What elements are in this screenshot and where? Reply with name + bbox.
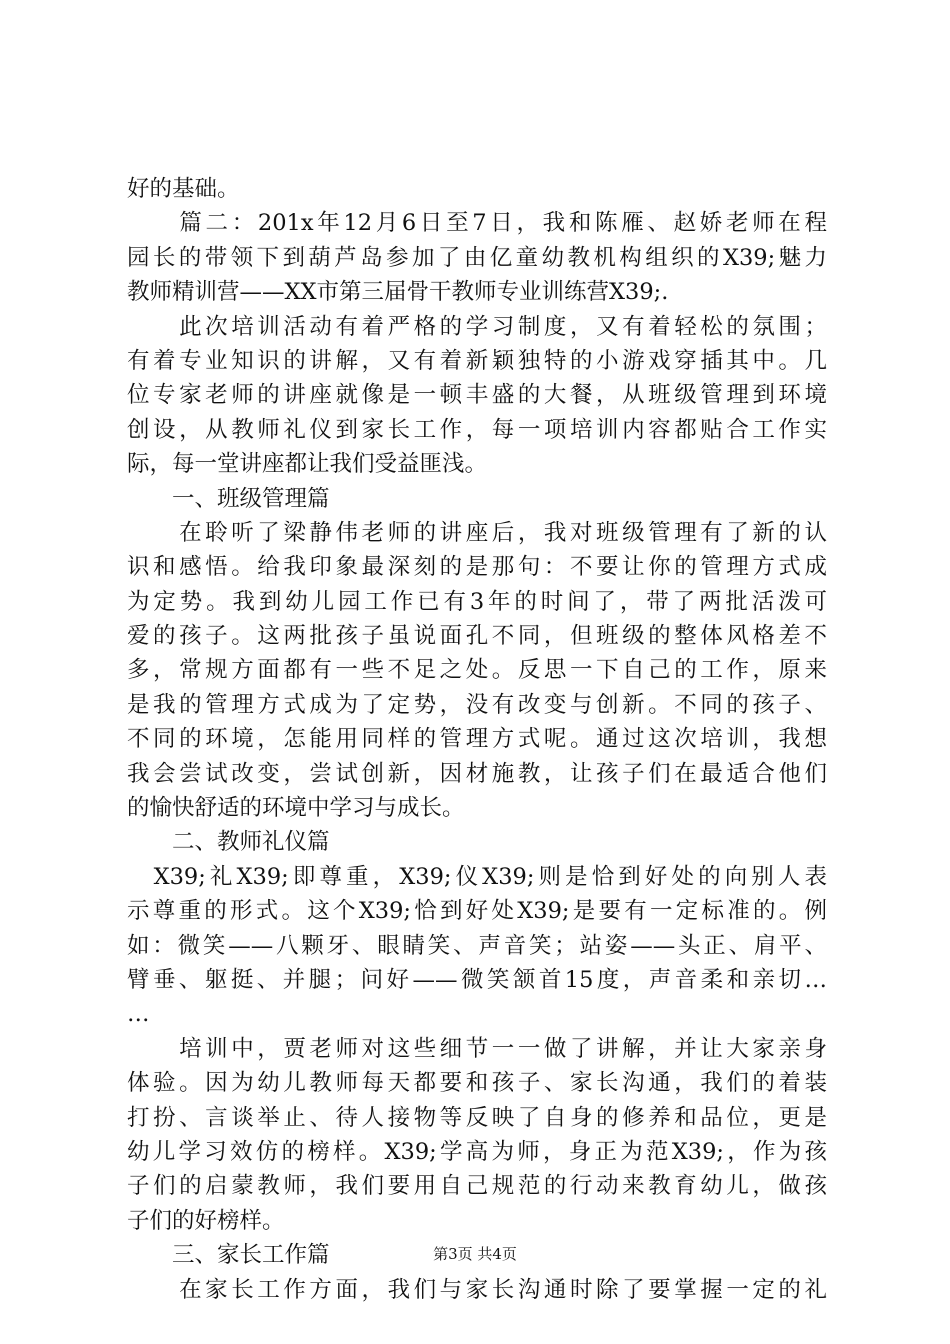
text-line: 如：微笑——八颗牙、眼睛笑、声音笑；站姿——头正、肩平、 bbox=[127, 932, 827, 959]
text-line: 示尊重的形式。这个X39;恰到好处X39;是要有一定标准的。例 bbox=[127, 898, 827, 925]
text-line: 不同的环境，怎能用同样的管理方式呢。通过这次培训，我想 bbox=[127, 726, 827, 753]
text-line: 是我的管理方式成为了定势，没有改变与创新。不同的孩子、 bbox=[127, 691, 827, 718]
text-line: 篇二：201x年12月6日至7日，我和陈雁、赵娇老师在程 bbox=[127, 210, 827, 237]
text-line: 体验。因为幼儿教师每天都要和孩子、家长沟通，我们的着装 bbox=[127, 1070, 827, 1097]
document-body bbox=[127, 172, 827, 1307]
text-line: 创设，从教师礼仪到家长工作，每一项培训内容都贴合工作实 bbox=[127, 416, 827, 443]
section-heading: 一、班级管理篇 bbox=[127, 485, 330, 512]
section-heading: 三、家长工作篇 bbox=[127, 1242, 330, 1269]
text-line: 的愉快舒适的环境中学习与成长。 bbox=[127, 795, 465, 822]
text-line: 幼儿学习效仿的榜样。X39;学高为师，身正为范X39;，作为孩 bbox=[127, 1138, 827, 1165]
text-line: 教师精训营——XX市第三届骨干教师专业训练营X39;. bbox=[127, 279, 669, 306]
page-number-label: 第3页 共4页 bbox=[433, 1245, 517, 1263]
text-line: 识和感悟。给我印象最深刻的是那句：不要让你的管理方式成 bbox=[127, 554, 827, 581]
text-line: 多，常规方面都有一些不足之处。反思一下自己的工作，原来 bbox=[127, 657, 827, 684]
text-line: 位专家老师的讲座就像是一顿丰盛的大餐，从班级管理到环境 bbox=[127, 382, 827, 409]
section-heading: 二、教师礼仪篇 bbox=[127, 829, 330, 856]
text-line: 爱的孩子。这两批孩子虽说面孔不同，但班级的整体风格差不 bbox=[127, 623, 827, 650]
text-line: 际，每一堂讲座都让我们受益匪浅。 bbox=[127, 451, 488, 478]
text-line: 我会尝试改变，尝试创新，因材施教，让孩子们在最适合他们 bbox=[127, 760, 827, 787]
text-line: 子们的启蒙教师，我们要用自己规范的行动来教育幼儿，做孩 bbox=[127, 1173, 827, 1200]
page-footer bbox=[0, 1244, 950, 1264]
text-line: 在家长工作方面，我们与家长沟通时除了要掌握一定的礼 bbox=[127, 1276, 827, 1303]
text-line: 为定势。我到幼儿园工作已有3年的时间了，带了两批活泼可 bbox=[127, 588, 827, 615]
text-line: 好的基础。 bbox=[127, 176, 240, 202]
text-line: 有着专业知识的讲解，又有着新颖独特的小游戏穿插其中。几 bbox=[127, 347, 827, 374]
text-line: 臂垂、躯挺、并腿；问好——微笑颔首15度，声音柔和亲切… bbox=[127, 966, 827, 993]
text-line: … bbox=[127, 1001, 150, 1028]
text-line: 打扮、言谈举止、待人接物等反映了自身的修养和品位，更是 bbox=[127, 1104, 827, 1131]
text-line: 此次培训活动有着严格的学习制度，又有着轻松的氛围； bbox=[127, 313, 827, 340]
text-line: 园长的带领下到葫芦岛参加了由亿童幼教机构组织的X39;魅力 bbox=[127, 244, 827, 271]
text-line: X39;礼X39;即尊重，X39;仪X39;则是恰到好处的向别人表 bbox=[127, 863, 827, 890]
text-line: 在聆听了梁静伟老师的讲座后，我对班级管理有了新的认 bbox=[127, 519, 827, 546]
text-line: 子们的好榜样。 bbox=[127, 1207, 285, 1234]
text-line: 培训中，贾老师对这些细节一一做了讲解，并让大家亲身 bbox=[127, 1035, 827, 1062]
